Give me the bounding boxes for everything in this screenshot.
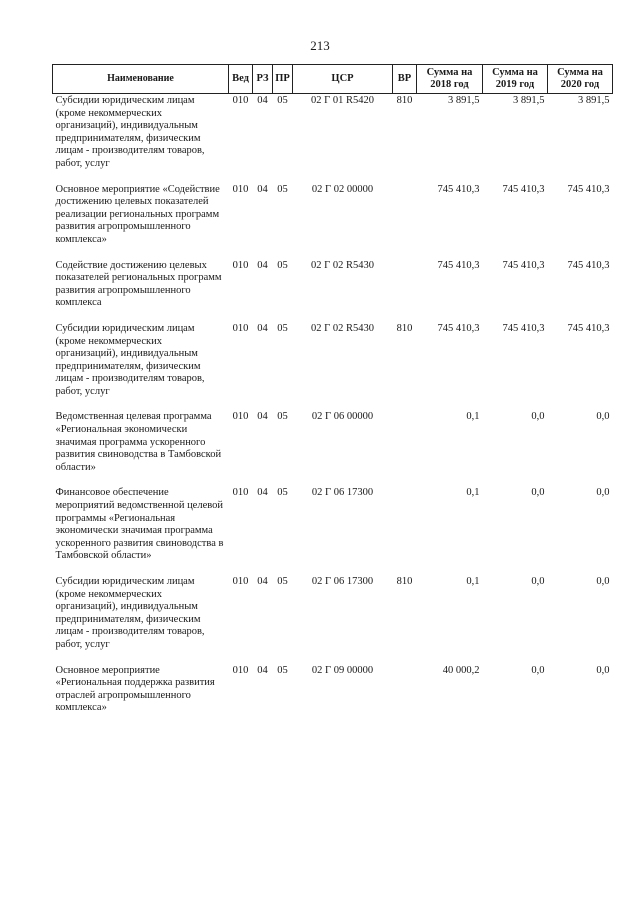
- budget-table: [52, 64, 613, 727]
- row-sum-2018: 745 410,3: [437, 322, 480, 334]
- row-sum-2019: 0,0: [531, 411, 545, 423]
- row-sum-2018: 0,1: [466, 411, 480, 423]
- row-sum-2018: 40 000,2: [442, 664, 480, 676]
- row-ved: 010: [232, 411, 249, 423]
- row-name: Основное мероприятие «Региональная поддержка развития отраслей агропромышленного комплекса»: [55, 664, 215, 714]
- header-sum-2018: Сумма на 2018 год: [417, 65, 483, 94]
- row-sum-2020: 0,0: [596, 664, 610, 676]
- row-sum-2018: 0,1: [466, 576, 480, 587]
- row-ved: 010: [232, 487, 249, 499]
- row-csr: 02 Г 01 R5420: [311, 95, 374, 106]
- row-rz: 04: [257, 411, 268, 423]
- header-sum-2019: Сумма на 2019 год: [483, 65, 548, 94]
- row-sum-2020: 3 891,5: [578, 95, 610, 106]
- row-sum-2019: 745 410,3: [502, 183, 545, 195]
- row-sum-2019: 0,0: [531, 664, 545, 676]
- row-sum-2020: 745 410,3: [567, 322, 610, 334]
- row-rz: 04: [257, 576, 268, 587]
- row-rz: 04: [257, 322, 268, 334]
- table-row: [53, 183, 613, 259]
- table-row: [53, 94, 613, 183]
- table-row: [53, 410, 613, 486]
- row-name: Субсидии юридическим лицам (кроме некоммерческих организаций), индивидуальным предпринимателям, физическим лицам - производителям товаров, работ, услуг: [55, 95, 205, 169]
- row-ved: 010: [232, 322, 249, 334]
- row-vr: [393, 259, 417, 322]
- row-vr: [393, 183, 417, 259]
- row-vr: 810: [396, 576, 413, 587]
- row-rz: 04: [257, 259, 268, 271]
- row-ved: 010: [232, 576, 249, 587]
- row-sum-2018: 0,1: [466, 487, 480, 499]
- header-name: Наименование: [53, 65, 229, 94]
- page-number: 213: [310, 38, 330, 53]
- row-csr: 02 Г 06 17300: [311, 576, 374, 587]
- row-sum-2020: 0,0: [596, 411, 610, 423]
- header-csr: ЦСР: [293, 65, 393, 94]
- row-pr: 05: [277, 487, 288, 499]
- row-sum-2019: 3 891,5: [513, 95, 545, 106]
- row-name: Субсидии юридическим лицам (кроме некоммерческих организаций), индивидуальным предпринимателям, физическим лицам - производителям товаров, работ, услуг: [55, 322, 205, 397]
- row-name: Финансовое обеспечение мероприятий ведомственной целевой программы «Региональная экономически значимая программа ускоренного развития свиноводства в Тамбовской области»: [55, 487, 224, 562]
- row-name: Содействие достижению целевых показателей региональных программ развития агропромышленного комплекса: [55, 259, 222, 309]
- row-csr: 02 Г 09 00000: [311, 664, 374, 676]
- row-ved: 010: [232, 259, 249, 271]
- row-ved: 010: [232, 183, 249, 195]
- row-sum-2019: 745 410,3: [502, 322, 545, 334]
- row-csr: 02 Г 06 17300: [311, 487, 374, 499]
- row-rz: 04: [257, 487, 268, 499]
- row-vr: 810: [396, 95, 413, 106]
- row-sum-2020: 0,0: [596, 487, 610, 499]
- header-ved: Вед: [229, 65, 253, 94]
- table-row: [53, 259, 613, 322]
- row-name: Субсидии юридическим лицам (кроме некоммерческих организаций), индивидуальным предпринимателям, физическим лицам - производителям товаров, работ, услуг: [55, 576, 205, 650]
- row-sum-2019: 745 410,3: [502, 259, 545, 271]
- row-sum-2019: 0,0: [531, 576, 545, 587]
- row-sum-2018: 745 410,3: [437, 183, 480, 195]
- header-pr: ПР: [273, 65, 293, 94]
- row-sum-2018: 745 410,3: [437, 259, 480, 271]
- row-sum-2020: 745 410,3: [567, 183, 610, 195]
- row-pr: 05: [277, 664, 288, 676]
- row-ved: 010: [232, 95, 249, 106]
- table-row: [53, 322, 613, 411]
- row-pr: 05: [277, 259, 288, 271]
- header-vr: ВР: [393, 65, 417, 94]
- row-sum-2020: 0,0: [596, 576, 610, 587]
- row-ved: 010: [232, 664, 249, 676]
- header-rz: РЗ: [253, 65, 273, 94]
- row-pr: 05: [277, 183, 288, 195]
- row-pr: 05: [277, 95, 288, 106]
- row-csr: 02 Г 02 R5430: [311, 259, 374, 271]
- table-body: [53, 94, 613, 727]
- row-sum-2020: 745 410,3: [567, 259, 610, 271]
- row-vr: [393, 410, 417, 486]
- table-row: [53, 486, 613, 575]
- row-rz: 04: [257, 183, 268, 195]
- row-vr: [393, 664, 417, 727]
- row-sum-2018: 3 891,5: [448, 95, 480, 106]
- row-csr: 02 Г 02 00000: [311, 183, 374, 195]
- row-csr: 02 Г 02 R5430: [311, 322, 374, 334]
- row-pr: 05: [277, 576, 288, 587]
- header-sum-2020: Сумма на 2020 год: [548, 65, 613, 94]
- row-rz: 04: [257, 95, 268, 106]
- row-name: Основное мероприятие «Содействие достижению целевых показателей реализации региональных программ развития агропромышленного комплекса»: [55, 183, 220, 245]
- row-pr: 05: [277, 322, 288, 334]
- row-sum-2019: 0,0: [531, 487, 545, 499]
- table-row: [53, 575, 613, 664]
- row-name: Ведомственная целевая программа «Региональная экономически значимая программа ускоренного развития свиноводства в Тамбовской области»: [55, 411, 222, 473]
- table-row: [53, 664, 613, 727]
- row-csr: 02 Г 06 00000: [311, 411, 374, 423]
- table-header: [53, 65, 613, 94]
- row-vr: 810: [396, 322, 413, 334]
- row-pr: 05: [277, 411, 288, 423]
- row-vr: [393, 486, 417, 575]
- row-rz: 04: [257, 664, 268, 676]
